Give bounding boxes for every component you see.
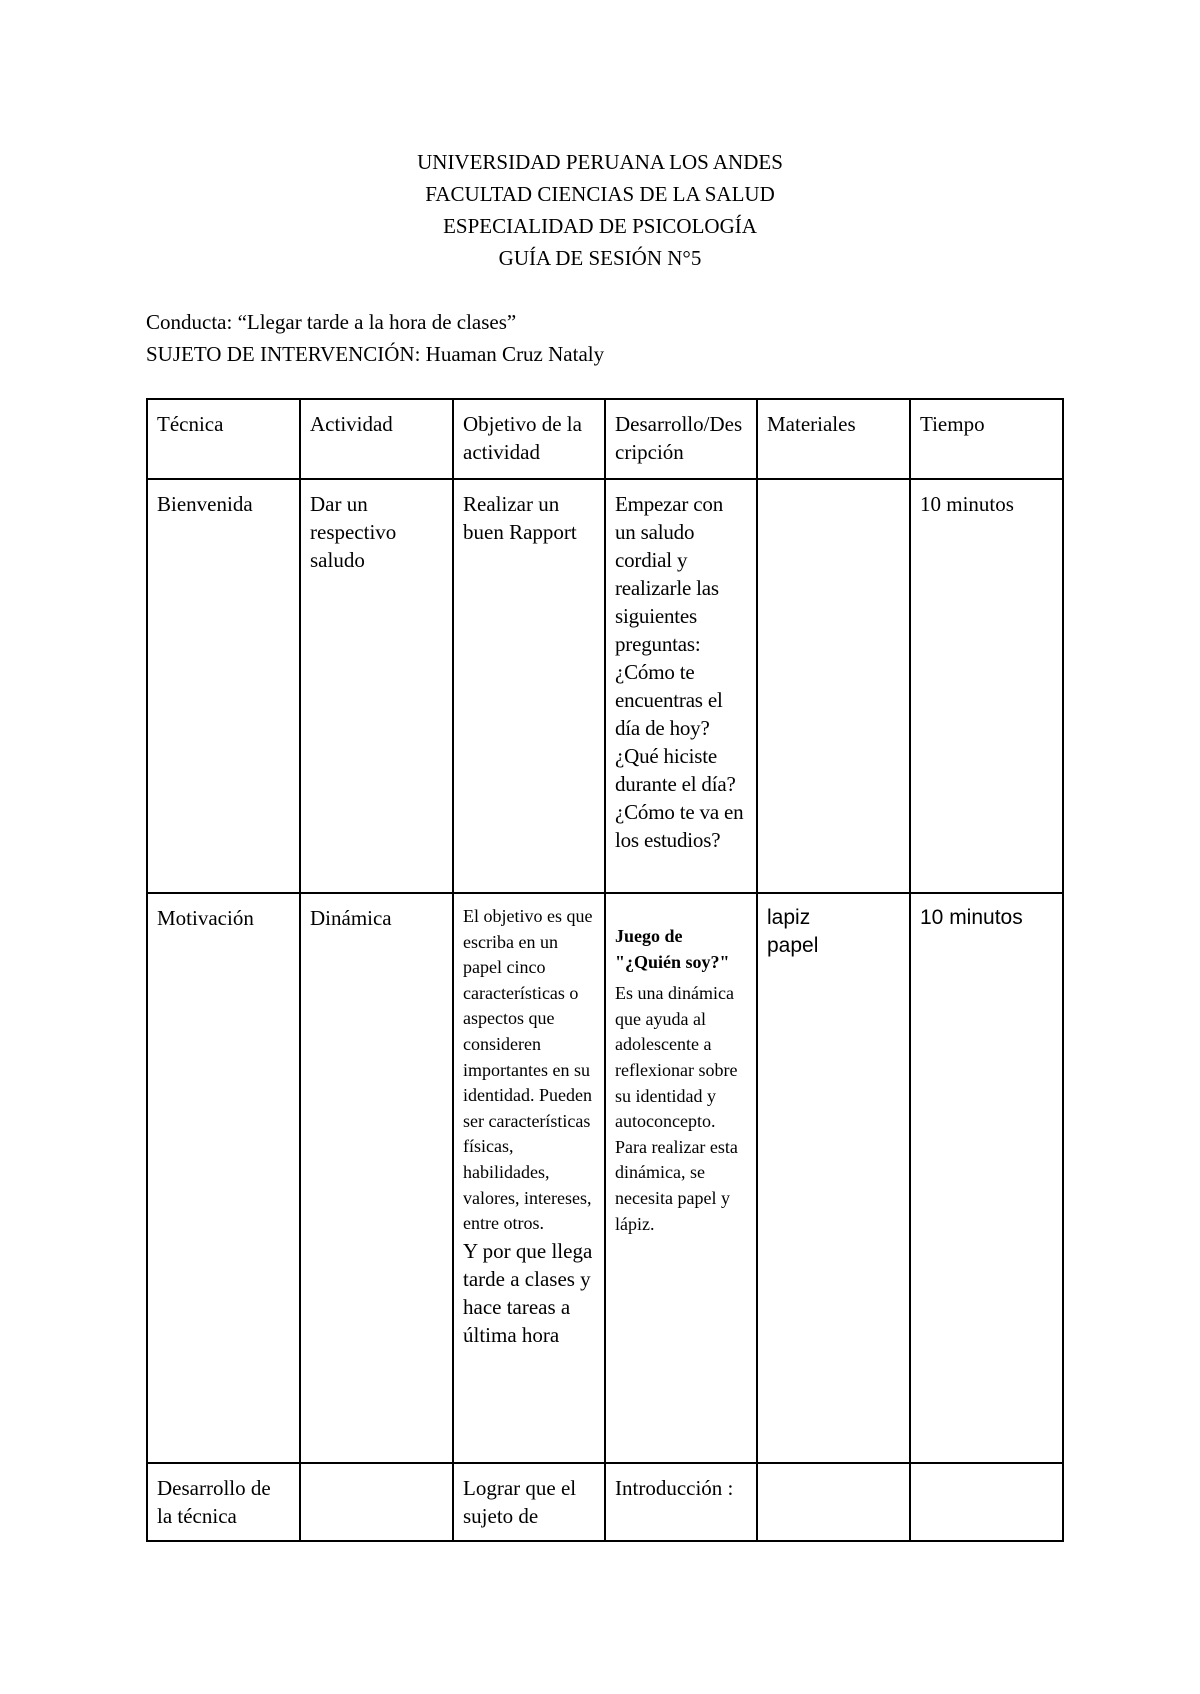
table-row (147, 893, 1063, 1463)
subject-line: SUJETO DE INTERVENCIÓN: Huaman Cruz Nataly (146, 342, 605, 366)
game-title: Juego de "¿Quién soy?" (615, 926, 730, 972)
cell-materiales (757, 893, 910, 1463)
cell-desarrollo: Empezar con un saludo cordial y realizarle las siguientes preguntas: ¿Cómo te encuentras el día de hoy? ¿Qué hiciste durante el día? ¿Cómo te va en los estudios? (605, 479, 757, 893)
faculty-name: FACULTAD CIENCIAS DE LA SALUD (425, 182, 775, 206)
material-item: lapiz (767, 906, 811, 929)
cell-materiales (757, 479, 910, 893)
header-actividad: Actividad (300, 399, 453, 479)
cell-desarrollo (605, 893, 757, 1463)
specialty-name: ESPECIALIDAD DE PSICOLOGÍA (443, 214, 757, 238)
objective-extra: Y por que llega tarde a clases y hace tareas a última hora (463, 1238, 593, 1347)
header-desarrollo: Desarrollo/Descripción (605, 399, 757, 479)
cell-tiempo: 10 minutos (910, 479, 1063, 893)
material-item: papel (767, 934, 819, 957)
header-tecnica: Técnica (147, 399, 300, 479)
cell-tecnica: Motivación (147, 893, 300, 1463)
cell-tiempo (910, 1463, 1063, 1541)
behavior-line: Conducta: “Llegar tarde a la hora de clases” (146, 310, 517, 334)
university-name: UNIVERSIDAD PERUANA LOS ANDES (417, 150, 783, 174)
cell-actividad (300, 1463, 453, 1541)
header-materiales: Materiales (757, 399, 910, 479)
cell-tecnica: Desarrollo de la técnica (147, 1463, 300, 1541)
table-header-row (147, 399, 1063, 479)
cell-tiempo: 10 minutos (910, 893, 1063, 1463)
header-tiempo: Tiempo (910, 399, 1063, 479)
cell-objetivo (453, 893, 605, 1463)
table-row (147, 479, 1063, 893)
header-objetivo: Objetivo de la actividad (453, 399, 605, 479)
cell-tecnica: Bienvenida (147, 479, 300, 893)
session-table (146, 398, 1064, 1542)
game-description: Es una dinámica que ayuda al adolescente a reflexionar sobre su identidad y autoconcepto. Para realizar esta dinámica, se necesita papel y lápiz. (615, 983, 738, 1234)
objective-description: El objetivo es que escriba en un papel cinco características o aspectos que consideren importantes en su identidad. Pueden ser características físicas, habilidades, valores, intereses, entre otros. (463, 906, 593, 1234)
document-header (0, 146, 1200, 274)
cell-materiales (757, 1463, 910, 1541)
session-guide-title: GUÍA DE SESIÓN N°5 (498, 246, 702, 270)
cell-objetivo: Realizar un buen Rapport (453, 479, 605, 893)
cell-actividad: Dinámica (300, 893, 453, 1463)
table-row (147, 1463, 1063, 1541)
cell-actividad: Dar un respectivo saludo (300, 479, 453, 893)
cell-objetivo: Lograr que el sujeto de (453, 1463, 605, 1541)
session-meta (146, 306, 604, 370)
cell-desarrollo: Introducción : (605, 1463, 757, 1541)
